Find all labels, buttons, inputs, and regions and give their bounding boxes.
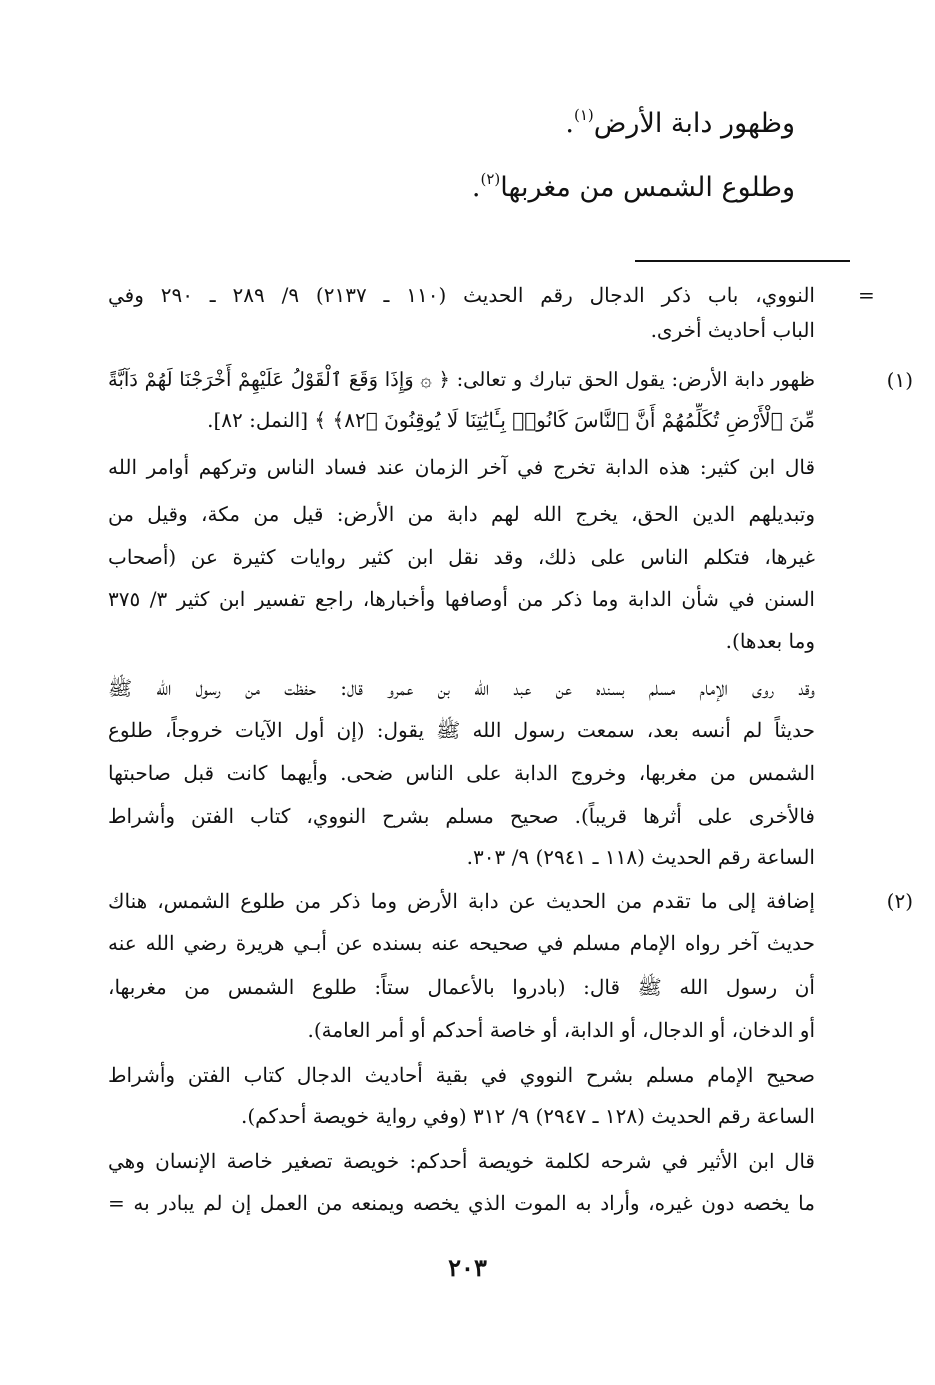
footnote-1-line: حديثاً لم أنسه بعد، سمعت رسول الله ﷺ يقول: (إن أول الآيات خروجاً، طلوع: [108, 718, 815, 742]
footnote-continuation-line: النووي، باب ذكر الدجال رقم الحديث (١١٠ ـ ٢١٣٧) ٩/ ٢٨٩ ـ ٢٩٠ وفي: [108, 283, 815, 307]
footnote-ref-1[interactable]: (١): [573, 106, 594, 124]
footnote-2-line: أو الدخان، أو الدجال، أو الدابة، أو خاصة أحدكم أو أمر العامة).: [307, 1018, 815, 1042]
footnote-1-line: مِّنَ ٱلْأَرْضِ تُكَلِّمُهُمْ أَنَّ ٱلنَّاسَ كَانُوا۟ بِـَٔايَٰتِنَا لَا يُوقِنُونَ ﴿٨٢﴾ ﴾ [النمل: ٨٢].: [207, 408, 815, 432]
footnote-2-line: قال ابن الأثير في شرحه لكلمة خويصة أحدكم: خويصة تصغير خاصة الإنسان وهي: [108, 1149, 815, 1173]
footnote-separator: [635, 260, 850, 262]
footnote-1-marker: (١): [886, 368, 913, 392]
main-text-line-1: وظهور دابة الأرض$^{(١)}$.: [565, 106, 795, 139]
footnote-1-line: فالأخرى على أثرها قريباً). صحيح مسلم بشرح النووي، كتاب الفتن وأشراط: [108, 804, 815, 828]
footnote-continuation-line: الباب أحاديث أخرى.: [650, 318, 815, 342]
footnote-2-line: حديث آخر رواه الإمام مسلم في صحيحه عنه بسنده عن أبـي هريرة رضي الله عنه: [108, 931, 815, 955]
footnote-1-line: وقد روى الإمام مسلم بسنده عن عبد الله بن عمرو قال: حفظت من رسول الله ﷺ: [108, 676, 815, 700]
footnote-1-line: الساعة رقم الحديث (١١٨ ـ ٢٩٤١) ٩/ ٣٠٣.: [466, 845, 815, 869]
footnote-ref-2[interactable]: (٢): [480, 170, 501, 188]
footnote-2-line: أن رسول الله ﷺ قال: (بادروا بالأعمال ستاً: طلوع الشمس من مغربها،: [108, 975, 815, 999]
footnote-2-line: صحيح الإمام مسلم بشرح النووي في بقية أحاديث الدجال كتاب الفتن وأشراط: [108, 1063, 815, 1087]
footnote-1-line: غيرها، فتكلم الناس على ذلك، وقد نقل ابن كثير روايات كثيرة عن (أصحاب: [108, 545, 815, 569]
footnote-1-line: ظهور دابة الأرض: يقول الحق تبارك و تعالى: ﴿ ۞ وَإِذَا وَقَعَ ٱلْقَوْلُ عَلَيْهِمْ أَخْرَجْنَا لَهُمْ دَآبَّةً: [108, 368, 815, 391]
main-text-line-2: وطلوع الشمس من مغربها$^{(٢)}$.: [471, 170, 795, 203]
footnote-1-line: وتبديلهم الدين الحق، يخرج الله لهم دابة من الأرض: قيل من مكة، وقيل من: [108, 502, 815, 526]
footnote-1-line: الشمس من مغربها، وخروج الدابة على الناس ضحى. وأيهما كانت قبل صاحبتها: [108, 761, 815, 785]
footnote-1-line: قال ابن كثير: هذه الدابة تخرج في آخر الزمان عند فساد الناس وتركهم أوامر الله: [108, 455, 815, 479]
footnote-1-line: وما بعدها).: [725, 629, 815, 653]
footnote-2-line: إضافة إلى ما تقدم من الحديث عن دابة الأرض وما ذكر من طلوع الشمس، هناك: [108, 889, 815, 913]
footnote-2-marker: (٢): [886, 889, 913, 913]
footnote-2-line: ما يخصه دون غيره، وأراد به الموت الذي يخصه ويمنعه من العمل إن لم يبادر به =: [108, 1191, 815, 1215]
footnote-2-line: الساعة رقم الحديث (١٢٨ ـ ٢٩٤٧) ٩/ ٣١٢ (وفي رواية خويصة أحدكم).: [241, 1104, 815, 1128]
footnote-1-line: السنن في شأن الدابة وما ذكر من أوصافها وأخبارها، راجع تفسير ابن كثير ٣/ ٣٧٥: [108, 587, 815, 611]
page-number: ٢٠٣: [448, 1253, 487, 1282]
footnote-continuation-mark: =: [858, 283, 875, 307]
